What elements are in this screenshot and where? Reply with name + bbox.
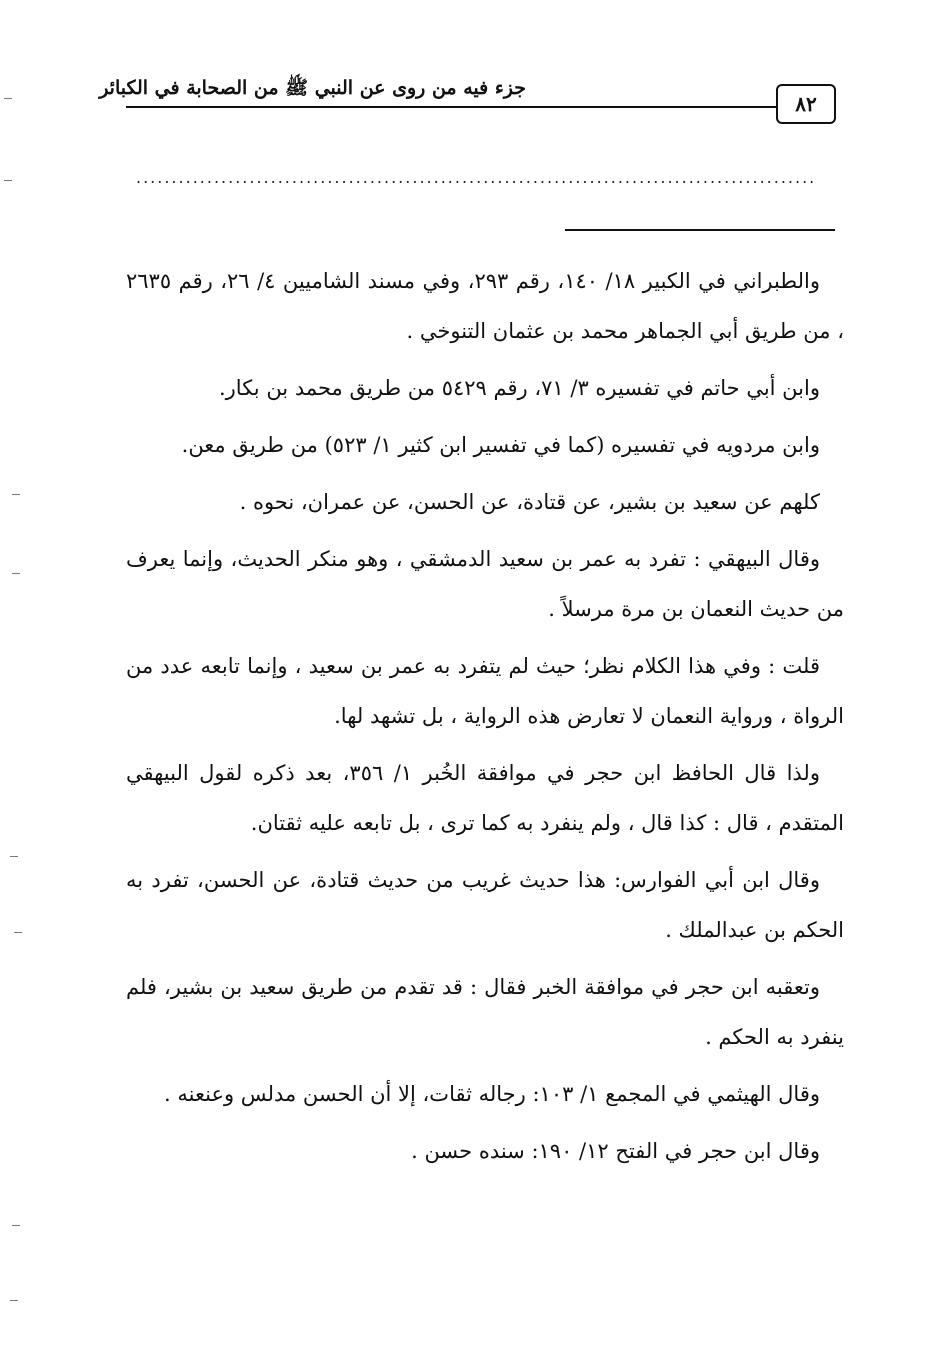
scan-mark (4, 98, 12, 99)
scan-mark (10, 1300, 18, 1301)
scan-mark (12, 494, 20, 495)
header-rule (126, 106, 786, 108)
footnote-rule (565, 229, 835, 231)
paragraph: وقال ابن حجر في الفتح ١٢/ ١٩٠: سنده حسن . (411, 1139, 820, 1163)
scan-mark (4, 180, 12, 181)
paragraph: ولذا قال الحافظ ابن حجر في موافقة الخُبر ١/ ٣٥٦، بعد ذكره لقول البيهقي المتقدم ، قال : كذا قال ، ولم ينفرد به كما ترى ، بل تابعه عليه ثقتان. (126, 761, 844, 835)
body-text (126, 256, 844, 1183)
paragraph: كلهم عن سعيد بن بشير، عن قتادة، عن الحسن، عن عمران، نحوه . (239, 490, 820, 514)
paragraph: وقال الهيثمي في المجمع ١/ ١٠٣: رجاله ثقات، إلا أن الحسن مدلس وعنعنه . (164, 1082, 820, 1106)
page-number: ٨٢ (776, 84, 836, 124)
paragraph: وابن مردويه في تفسيره (كما في تفسير ابن كثير ١/ ٥٢٣) من طريق معن. (181, 433, 820, 457)
running-title: جزء فيه من روى عن النبي ﷺ من الصحابة في الكبائر (99, 77, 526, 99)
paragraph: وقال البيهقي : تفرد به عمر بن سعيد الدمشقي ، وهو منكر الحديث، وإنما يعرف من حديث النعمان بن مرة مرسلاً . (126, 547, 844, 621)
dotted-separator: ................................................................................................ (136, 168, 817, 187)
scan-mark (10, 856, 18, 857)
scan-mark (14, 932, 22, 933)
paragraph: وقال ابن أبي الفوارس: هذا حديث غريب من حديث قتادة، عن الحسن، تفرد به الحكم بن عبدالملك . (126, 868, 844, 942)
scan-mark (12, 1225, 20, 1226)
scan-mark (12, 573, 20, 574)
paragraph: وتعقبه ابن حجر في موافقة الخبر فقال : قد تقدم من طريق سعيد بن بشير، فلم ينفرد به الحكم . (126, 975, 844, 1049)
paragraph: وابن أبي حاتم في تفسيره ٣/ ٧١، رقم ٥٤٢٩ من طريق محمد بن بكار. (218, 376, 820, 400)
paragraph: والطبراني في الكبير ١٨/ ١٤٠، رقم ٢٩٣، وفي مسند الشاميين ٤/ ٢٦، رقم ٢٦٣٥ ، من طريق أبي الجماهر محمد بن عثمان التنوخي . (126, 269, 844, 343)
page-header (99, 62, 836, 124)
paragraph: قلت : وفي هذا الكلام نظر؛ حيث لم يتفرد به عمر بن سعيد ، وإنما تابعه عدد من الرواة ، ورواية النعمان لا تعارض هذه الرواية ، بل تشهد لها. (126, 654, 844, 728)
